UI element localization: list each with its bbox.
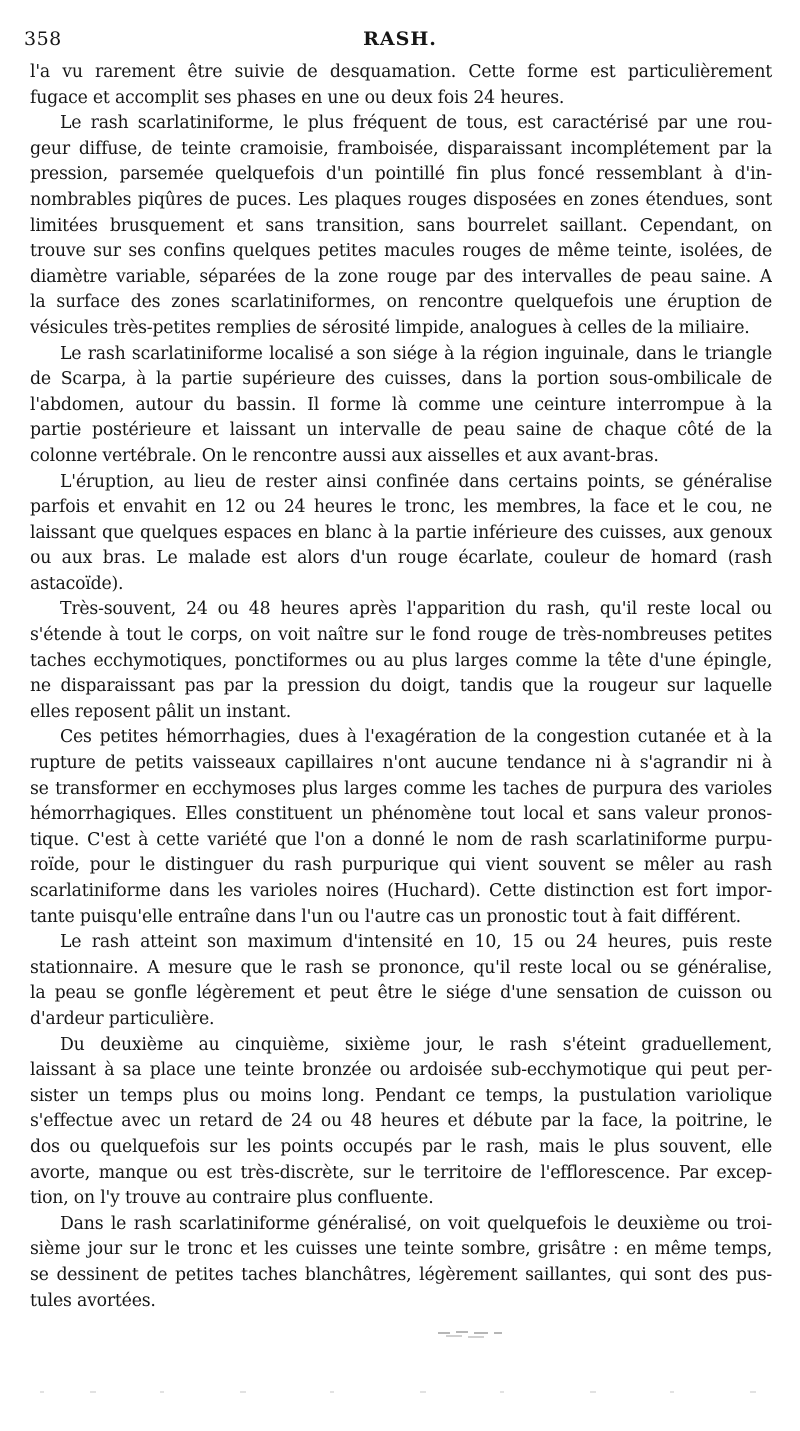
text-line: L'éruption, au lieu de rester ainsi confinée dans certains points, se généralise <box>60 471 772 492</box>
text-line: se transformer en ecchymoses plus larges comme les taches de purpura des varioles <box>30 778 772 799</box>
page-number: 358 <box>24 28 62 50</box>
text-line: scarlatiniforme dans les varioles noires (Huchard). Cette distinction est fort impor- <box>30 881 772 901</box>
text-line: la surface des zones scarlatiniformes, on rencontre quelquefois une éruption de <box>30 292 772 313</box>
text-line: laissant à sa place une teinte bronzée ou ardoisée sub-ecchymotique qui peut per- <box>30 1060 772 1081</box>
text-line: Ces petites hémorrhagies, dues à l'exagération de la congestion cutanée et à la <box>60 727 772 748</box>
text-line: stationnaire. A mesure que le rash se prononce, qu'il reste local ou se généralise, <box>30 957 772 978</box>
body-text <box>30 60 772 1314</box>
paragraph <box>30 342 772 470</box>
text-line: Le rash atteint son maximum d'intensité en 10, 15 ou 24 heures, puis reste <box>60 932 772 953</box>
text-line: de Scarpa, à la partie supérieure des cuisses, dans la portion sous-ombilicale de <box>30 369 772 390</box>
text-line: astacoïde). <box>30 573 124 594</box>
end-ornament <box>436 1327 506 1341</box>
text-line: partie postérieure et laissant un intervalle de peau saine de chaque côté de la <box>30 420 772 441</box>
text-line: l'a vu rarement être suivie de desquamation. Cette forme est particulièrement <box>30 62 772 82</box>
text-line: vésicules très-petites remplies de sérosité limpide, analogues à celles de la miliaire. <box>30 317 750 338</box>
text-line: s'effectue avec un retard de 24 ou 48 heures et débute par la face, la poitrine, le <box>30 1111 772 1132</box>
text-line: elles reposent pâlit un instant. <box>30 701 292 722</box>
page-header <box>24 22 776 58</box>
running-head: RASH. <box>363 28 437 50</box>
text-line: sième jour sur le tronc et les cuisses une teinte sombre, grisâtre : en même temps, <box>30 1239 772 1260</box>
text-line: geur diffuse, de teinte cramoisie, framboisée, disparaissant incomplétement par la <box>30 138 772 159</box>
text-line: hémorrhagiques. Elles constituent un phénomène tout local et sans valeur pronos- <box>30 804 772 825</box>
text-line: pression, parsemée quelquefois d'un pointillé fin plus foncé ressemblant à d'in- <box>30 164 772 185</box>
text-line: parfois et envahit en 12 ou 24 heures le tronc, les membres, la face et le cou, ne <box>30 497 772 518</box>
text-line: s'étende à tout le corps, on voit naître sur le fond rouge de très-nombreuses petites <box>30 625 772 646</box>
paragraph <box>30 930 772 1032</box>
paragraph <box>30 725 772 930</box>
text-line: dos ou quelquefois sur les points occupés par le rash, mais le plus souvent, elle <box>30 1136 772 1157</box>
paragraph <box>30 1212 772 1314</box>
text-line: trouve sur ses confins quelques petites macules rouges de même teinte, isolées, de <box>30 241 772 262</box>
text-line: ne disparaissant pas par la pression du doigt, tandis que la rougeur sur laquelle <box>30 676 772 697</box>
text-line: taches ecchymotiques, ponctiformes ou au plus larges comme la tête d'une épingle, <box>30 650 772 671</box>
text-line: tante puisqu'elle entraîne dans l'un ou l'autre cas un pronostic tout à fait différent. <box>30 906 741 927</box>
text-line: la peau se gonfle légèrement et peut être le siége d'une sensation de cuisson ou <box>30 983 772 1004</box>
paragraph <box>30 1033 772 1212</box>
text-line: tion, on l'y trouve au contraire plus confluente. <box>30 1188 434 1209</box>
text-line: laissant que quelques espaces en blanc à la partie inférieure des cuisses, aux genoux <box>30 522 772 543</box>
text-line: fugace et accomplit ses phases en une ou deux fois 24 heures. <box>30 87 565 108</box>
paragraph <box>30 597 772 725</box>
text-line: Dans le rash scarlatiniforme généralisé, on voit quelquefois le deuxième ou troi- <box>60 1213 772 1234</box>
text-line: ou aux bras. Le malade est alors d'un rouge écarlate, couleur de homard (rash <box>30 548 772 569</box>
text-line: tique. C'est à cette variété que l'on a donné le nom de rash scarlatiniforme purpu- <box>30 829 772 850</box>
bottom-specks <box>30 1390 772 1394</box>
paragraph <box>30 60 772 111</box>
text-line: Le rash scarlatiniforme, le plus fréquent de tous, est caractérisé par une rou- <box>60 113 772 134</box>
text-line: colonne vertébrale. On le rencontre aussi aux aisselles et aux avant-bras. <box>30 445 659 466</box>
paragraph <box>30 111 772 341</box>
text-line: d'ardeur particulière. <box>30 1008 215 1029</box>
text-line: avorte, manque ou est très-discrète, sur le territoire de l'efflorescence. Par excep- <box>30 1162 772 1183</box>
text-line: Très-souvent, 24 ou 48 heures après l'apparition du rash, qu'il reste local ou <box>60 599 772 620</box>
text-line: limitées brusquement et sans transition, sans bourrelet saillant. Cependant, on <box>30 215 772 236</box>
text-line: Le rash scarlatiniforme localisé a son siége à la région inguinale, dans le triangle <box>60 343 772 364</box>
text-line: sister un temps plus ou moins long. Pendant ce temps, la pustulation variolique <box>30 1085 772 1106</box>
text-line: Du deuxième au cinquième, sixième jour, le rash s'éteint graduellement, <box>60 1034 772 1055</box>
text-line: se dessinent de petites taches blanchâtres, légèrement saillantes, qui sont des pus- <box>30 1264 772 1285</box>
text-line: tules avortées. <box>30 1290 156 1311</box>
text-line: diamètre variable, séparées de la zone rouge par des intervalles de peau saine. A <box>30 266 772 287</box>
text-line: nombrables piqûres de puces. Les plaques rouges disposées en zones étendues, sont <box>30 189 772 210</box>
paragraph <box>30 470 772 598</box>
text-line: rupture de petits vaisseaux capillaires n'ont aucune tendance ni à s'agrandir ni à <box>30 753 772 774</box>
text-line: roïde, pour le distinguer du rash purpurique qui vient souvent se mêler au rash <box>30 855 772 876</box>
text-line: l'abdomen, autour du bassin. Il forme là comme une ceinture interrompue à la <box>30 394 772 415</box>
